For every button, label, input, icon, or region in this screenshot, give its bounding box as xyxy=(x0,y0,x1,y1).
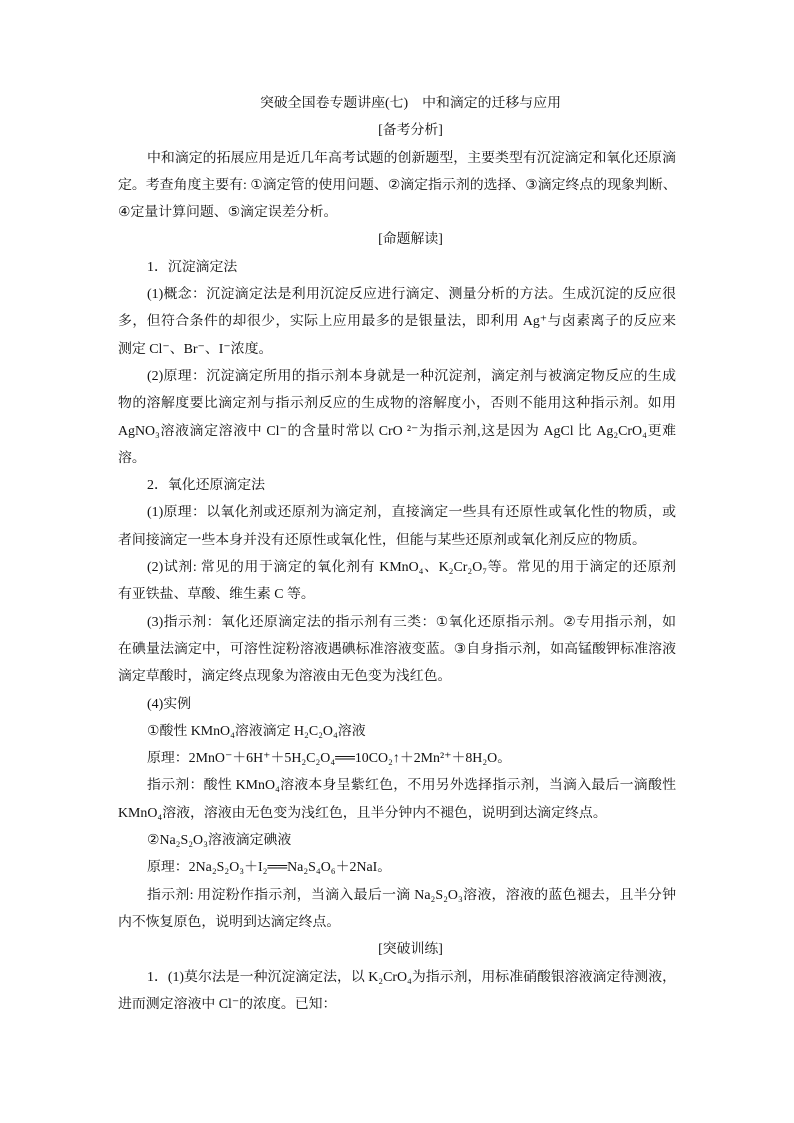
paragraph-line: 多，但符合条件的却很少，实际上应用最多的是银量法，即利用 Ag⁺与卤素离子的反应来 xyxy=(118,314,676,330)
paragraph-line: 进而测定溶液中 Cl⁻的浓度。已知： xyxy=(118,996,337,1012)
page-title: 突破全国卷专题讲座(七) 中和滴定的迁移与应用 xyxy=(260,96,561,111)
document-body xyxy=(118,90,676,1018)
paragraph-redox-reagents xyxy=(118,554,676,609)
paragraph-analysis xyxy=(118,145,676,227)
example-kmno4-equation: 原理：2MnO⁻＋6H⁺＋5H₂C₂O₄══10CO₂↑＋2Mn²⁺＋8H₂O。 xyxy=(147,751,512,767)
paragraph-line: KMnO₄溶液，溶液由无色变为浅红色，且半分钟内不褪色，说明到达滴定终点。 xyxy=(118,805,607,821)
paragraph-line: 指示剂: 用淀粉作指示剂，当滴入最后一滴 Na₂S₂O₃溶液，溶液的蓝色褪去，且半分钟 xyxy=(147,887,676,903)
subsection-heading-redox: 2．氧化还原滴定法 xyxy=(147,478,266,494)
paragraph-line: (1)原理：以氧化剂或还原剂为滴定剂，直接滴定一些具有还原性或氧化性的物质，或 xyxy=(147,505,676,521)
examples-heading: (4)实例 xyxy=(147,696,191,712)
paragraph-line: ④定量计算问题、⑤滴定误差分析。 xyxy=(118,205,338,221)
section-heading-interpretation: [命题解读] xyxy=(378,232,443,248)
paragraph-na2s2o3-indicator xyxy=(118,882,676,937)
paragraph-line: 中和滴定的拓展应用是近几年高考试题的创新题型，主要类型有沉淀滴定和氧化还原滴 xyxy=(147,150,676,166)
paragraph-line: 测定 Cl⁻、Br⁻、I⁻浓度。 xyxy=(118,341,273,357)
example-na2s2o3-equation: 原理：2Na₂S₂O₃＋I₂══Na₂S₄O₆＋2NaI。 xyxy=(147,860,392,876)
paragraph-line: 有亚铁盐、草酸、维生素 C 等。 xyxy=(118,587,315,603)
section-heading-analysis: [备考分析] xyxy=(378,123,443,139)
paragraph-line: (2)原理：沉淀滴定所用的指示剂本身就是一种沉淀剂，滴定剂与被滴定物反应的生成 xyxy=(147,368,676,384)
paragraph-line: 者间接滴定一些本身并没有还原性或氧化性，但能与某些还原剂或氧化剂反应的物质。 xyxy=(118,532,646,548)
paragraph-line: (3)指示剂：氧化还原滴定法的指示剂有三类：①氧化还原指示剂。②专用指示剂，如 xyxy=(147,614,676,630)
paragraph-line: 1．(1)莫尔法是一种沉淀滴定法，以 K₂CrO₄为指示剂，用标准硝酸银溶液滴定待测液， xyxy=(147,969,676,985)
paragraph-line: 内不恢复原色，说明到达滴定终点。 xyxy=(118,914,341,930)
example-na2s2o3-title: ②Na₂S₂O₃溶液滴定碘液 xyxy=(147,833,292,849)
paragraph-line: 滴定草酸时，滴定终点现象为溶液由无色变为浅红色。 xyxy=(118,669,452,685)
paragraph-question-1 xyxy=(118,964,676,1019)
paragraph-line: 在碘量法滴定中，可溶性淀粉溶液遇碘标准溶液变蓝。③自身指示剂，如高锰酸钾标准溶液 xyxy=(118,641,676,657)
paragraph-line: 物的溶解度要比滴定剂与指示剂反应的生成物的溶解度小，否则不能用这种指示剂。如用 xyxy=(118,396,676,412)
paragraph-kmno4-indicator xyxy=(118,772,676,827)
paragraph-line: 定。考查角度主要有: ①滴定管的使用问题、②滴定指示剂的选择、③滴定终点的现象判断、 xyxy=(118,177,677,193)
paragraph-line: (1)概念：沉淀滴定法是利用沉淀反应进行滴定、测量分析的方法。生成沉淀的反应很 xyxy=(147,287,676,303)
paragraph-redox-indicators xyxy=(118,609,676,691)
paragraph-line: 溶。 xyxy=(118,450,146,466)
paragraph-redox-principle xyxy=(118,499,676,554)
section-heading-training: [突破训练] xyxy=(378,942,443,958)
subsection-heading-precipitation: 1．沉淀滴定法 xyxy=(147,259,238,275)
paragraph-precipitation-concept xyxy=(118,281,676,363)
paragraph-line: (2)试剂: 常见的用于滴定的氧化剂有 KMnO₄、K₂Cr₂O₇等。常见的用于滴定的还原剂 xyxy=(147,560,676,576)
paragraph-precipitation-principle xyxy=(118,363,676,472)
paragraph-line: 指示剂：酸性 KMnO₄溶液本身呈紫红色，不用另外选择指示剂，当滴入最后一滴酸性 xyxy=(147,778,676,794)
paragraph-line: AgNO₃溶液滴定溶液中 Cl⁻的含量时常以 CrO ²⁻为指示剂,这是因为 AgCl 比 Ag₂CrO₄更难 xyxy=(118,423,676,439)
example-kmno4-title: ①酸性 KMnO₄溶液滴定 H₂C₂O₄溶液 xyxy=(147,723,366,739)
